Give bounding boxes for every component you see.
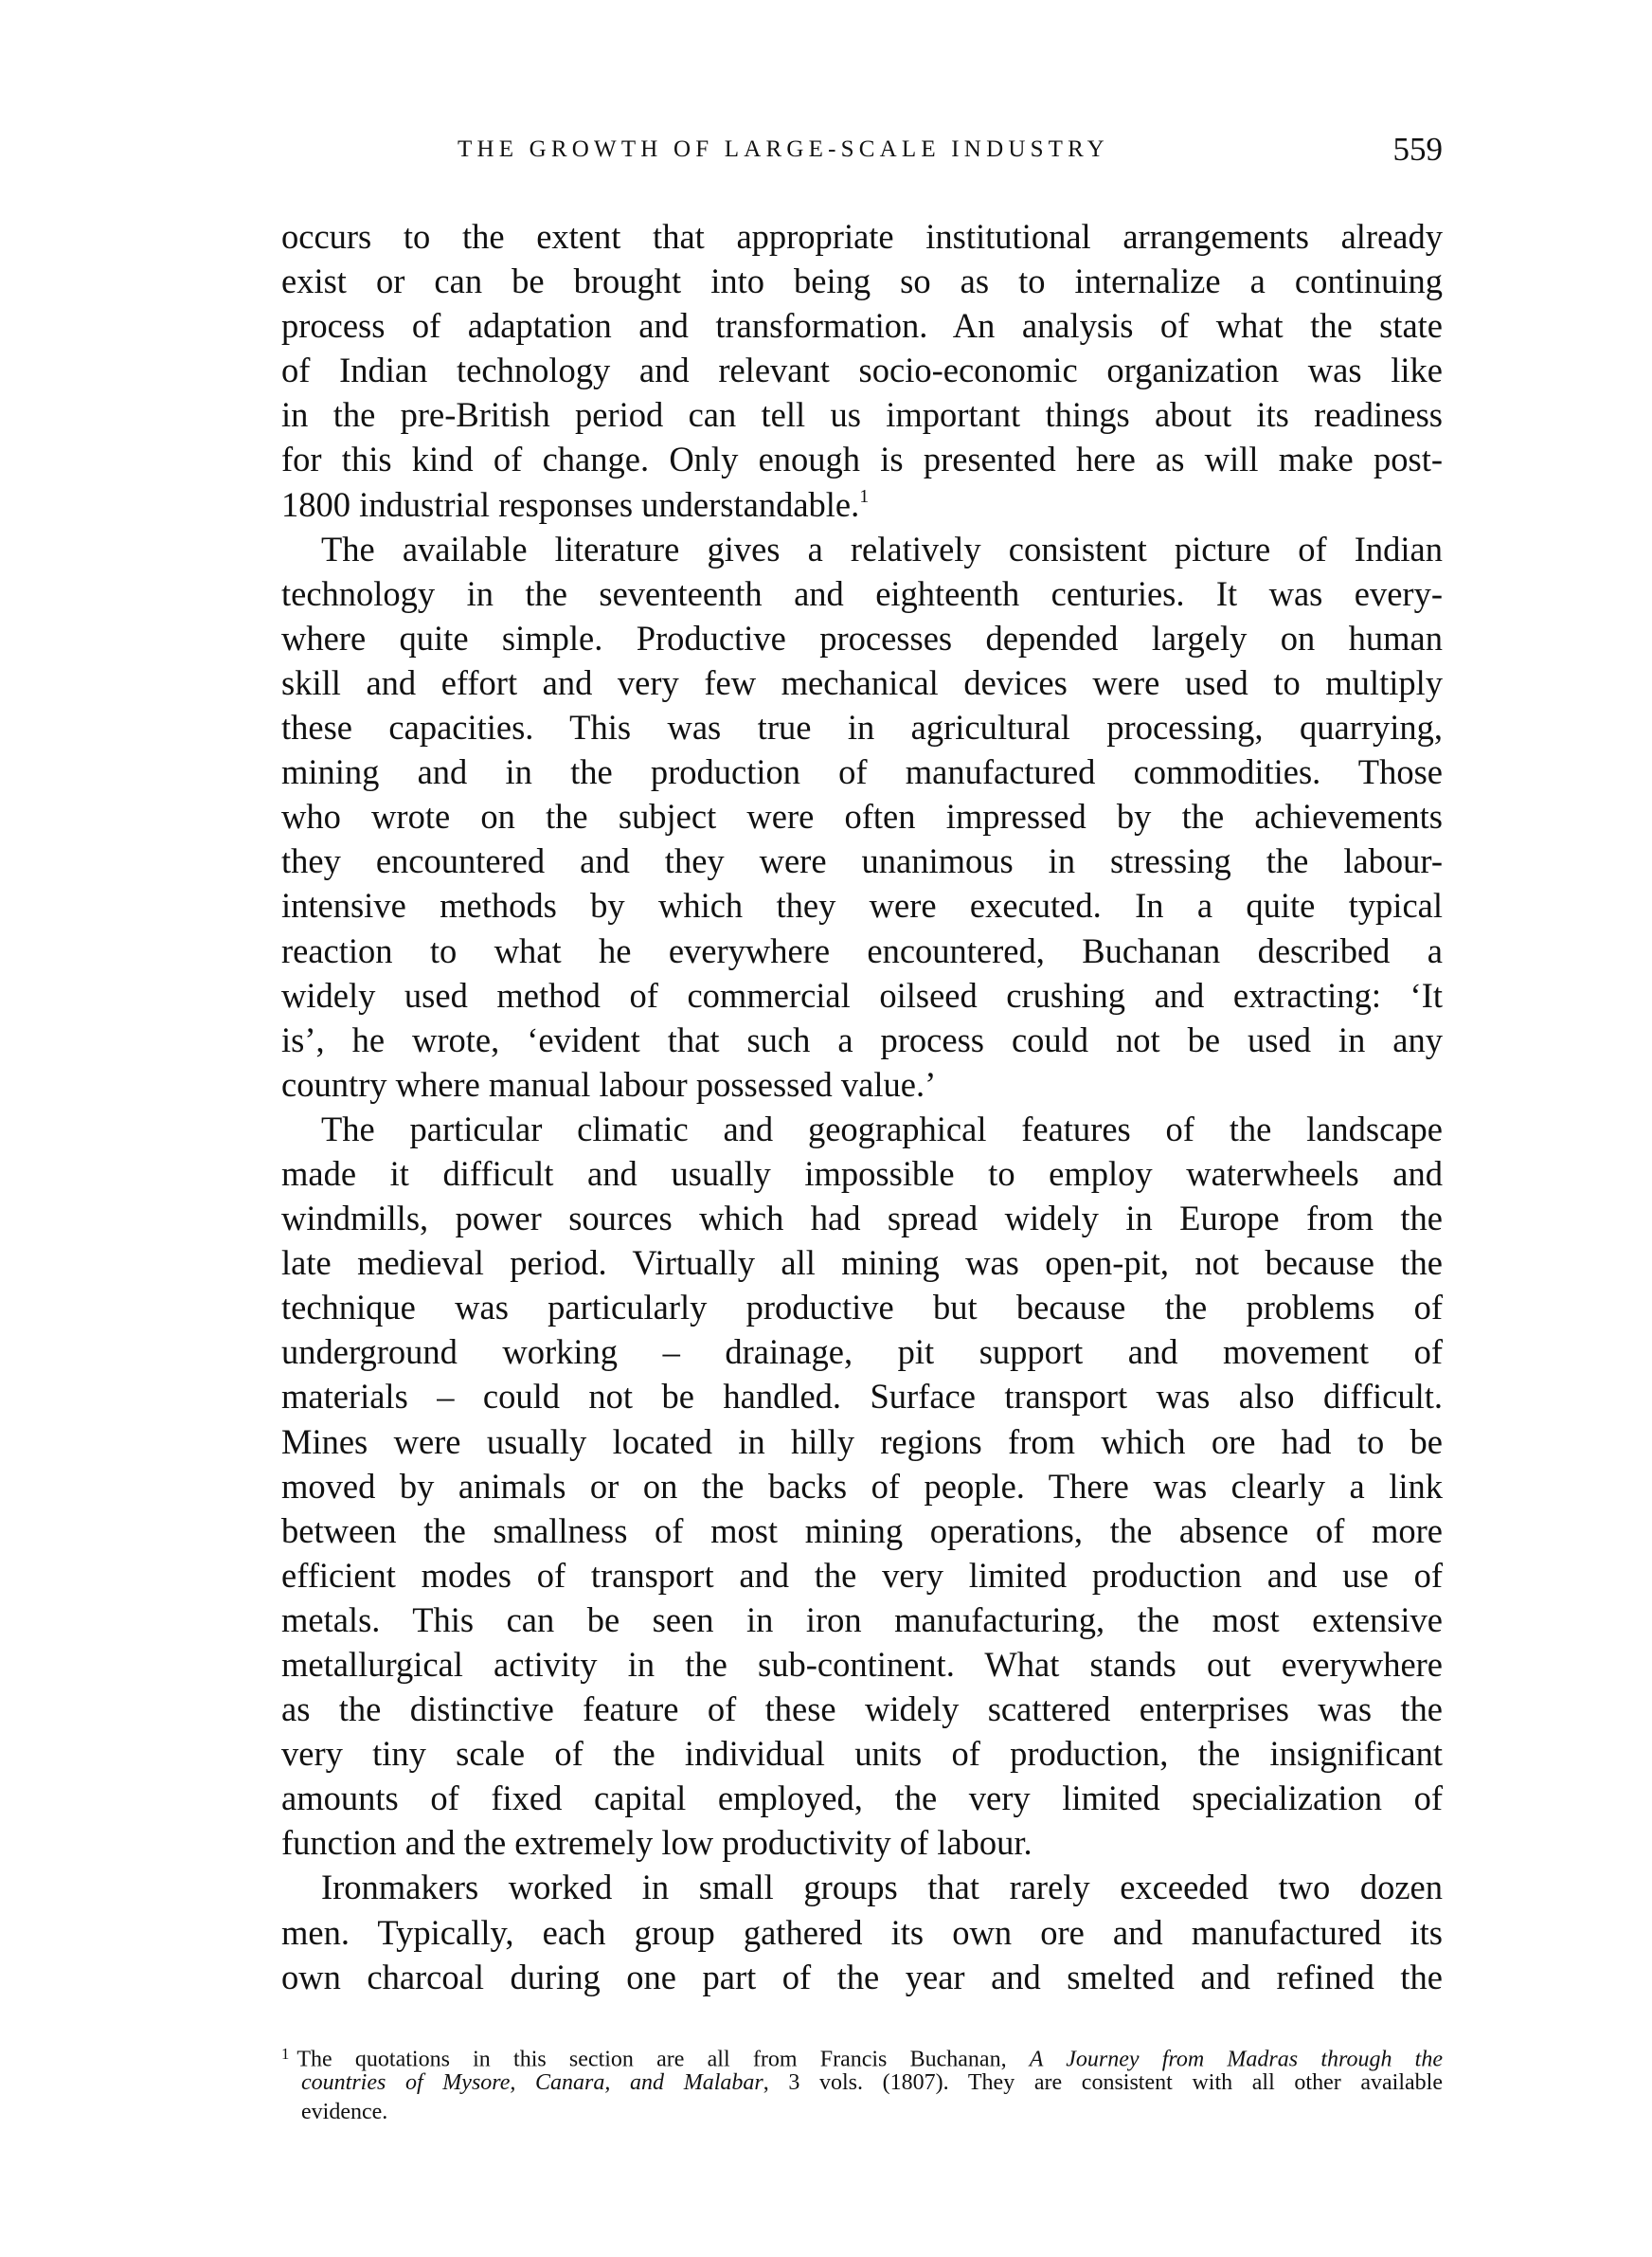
text-line: widely used method of commercial oilseed crushing and extracting: ‘It <box>281 975 1443 1015</box>
text-line: made it difficult and usually impossible to employ waterwheels and <box>281 1153 1443 1193</box>
footnote-mark: 1 <box>281 2045 290 2063</box>
footnote-reference[interactable]: 1 <box>859 485 870 507</box>
text-line: late medieval period. Virtually all mining was open-pit, not because the <box>281 1243 1443 1283</box>
text-line: The particular climatic and geographical features of the landscape <box>321 1109 1443 1148</box>
text-line: intensive methods by which they were executed. In a quite typical <box>281 886 1443 926</box>
footnote-line-1: $^1$ The quotations in this section are all from Francis Buchanan, A Journey from Madras through the <box>281 2045 1443 2072</box>
footnote-line-2: countries of Mysore, Canara, and Malabar, 3 vols. (1807). They are consistent with all other available <box>301 2070 1443 2095</box>
text-line: function and the extremely low productivity of labour. <box>281 1823 1032 1863</box>
footnotes <box>281 2039 1443 2127</box>
text-line: The available literature gives a relatively consistent picture of Indian <box>321 529 1443 569</box>
text-line: is’, he wrote, ‘evident that such a process could not be used in any <box>281 1020 1443 1059</box>
text-line: of Indian technology and relevant socio-economic organization was like <box>281 351 1443 390</box>
text-line: mining and in the production of manufactured commodities. Those <box>281 752 1443 792</box>
text-line: men. Typically, each group gathered its own ore and manufactured its <box>281 1912 1443 1952</box>
text-line: between the smallness of most mining operations, the absence of more <box>281 1510 1443 1550</box>
text-line: for this kind of change. Only enough is presented here as will make post- <box>281 440 1443 479</box>
text-line: as the distinctive feature of these widely scattered enterprises was the <box>281 1689 1443 1729</box>
text-line: Mines were usually located in hilly regions from which ore had to be <box>281 1421 1443 1461</box>
page-number: 559 <box>1392 131 1443 168</box>
paragraph <box>281 214 1443 527</box>
text-line: exist or can be brought into being so as to internalize a continuing <box>281 262 1443 301</box>
running-head <box>281 131 1443 169</box>
text-line: materials – could not be handled. Surface transport was also difficult. <box>281 1377 1443 1417</box>
running-head-title: THE GROWTH OF LARGE-SCALE INDUSTRY <box>458 136 1109 162</box>
text-line: own charcoal during one part of the year and smelted and refined the <box>281 1957 1443 1996</box>
text-line: who wrote on the subject were often impressed by the achievements <box>281 797 1443 837</box>
paragraph <box>281 1107 1443 1866</box>
book-title-italic: A Journey from Madras through the <box>1029 2047 1443 2072</box>
text-line: technique was particularly productive but because the problems of <box>281 1288 1443 1327</box>
book-title-italic-cont: countries of Mysore, Canara, and Malabar <box>301 2070 763 2095</box>
text-line: they encountered and they were unanimous in stressing the labour- <box>281 841 1443 881</box>
text-line: these capacities. This was true in agricultural processing, quarrying, <box>281 708 1443 748</box>
text-line: amounts of fixed capital employed, the very limited specialization of <box>281 1779 1443 1818</box>
text-line: windmills, power sources which had spread widely in Europe from the <box>281 1199 1443 1238</box>
text-line: technology in the seventeenth and eighteenth centuries. It was every- <box>281 573 1443 613</box>
footnote-line-3: evidence. <box>301 2100 388 2124</box>
paragraph <box>281 1865 1443 1998</box>
text-line: Ironmakers worked in small groups that rarely exceeded two dozen <box>321 1868 1443 1907</box>
paragraph <box>281 527 1443 1107</box>
text-line: occurs to the extent that appropriate institutional arrangements already <box>281 217 1443 256</box>
text-line: reaction to what he everywhere encountered, Buchanan described a <box>281 930 1443 970</box>
text-line: skill and effort and very few mechanical devices were used to multiply <box>281 662 1443 702</box>
text-line: where quite simple. Productive processes depended largely on human <box>281 618 1443 658</box>
text-line: metals. This can be seen in iron manufacturing, the most extensive <box>281 1599 1443 1639</box>
text-line: underground working – drainage, pit support and movement of <box>281 1332 1443 1372</box>
text-line: process of adaptation and transformation. An analysis of what the state <box>281 306 1443 346</box>
text-line: metallurgical activity in the sub-continent. What stands out everywhere <box>281 1645 1443 1684</box>
text-line: in the pre-British period can tell us important things about its readiness <box>281 395 1443 435</box>
text-line: efficient modes of transport and the very limited production and use of <box>281 1555 1443 1595</box>
body-text <box>281 214 1443 1999</box>
text-line: country where manual labour possessed value.’ <box>281 1064 937 1104</box>
text-line: very tiny scale of the individual units of production, the insignificant <box>281 1734 1443 1774</box>
text-line: 1800 industrial responses understandable.$^1$ <box>281 484 870 524</box>
text-line: moved by animals or on the backs of people. There was clearly a link <box>281 1466 1443 1506</box>
